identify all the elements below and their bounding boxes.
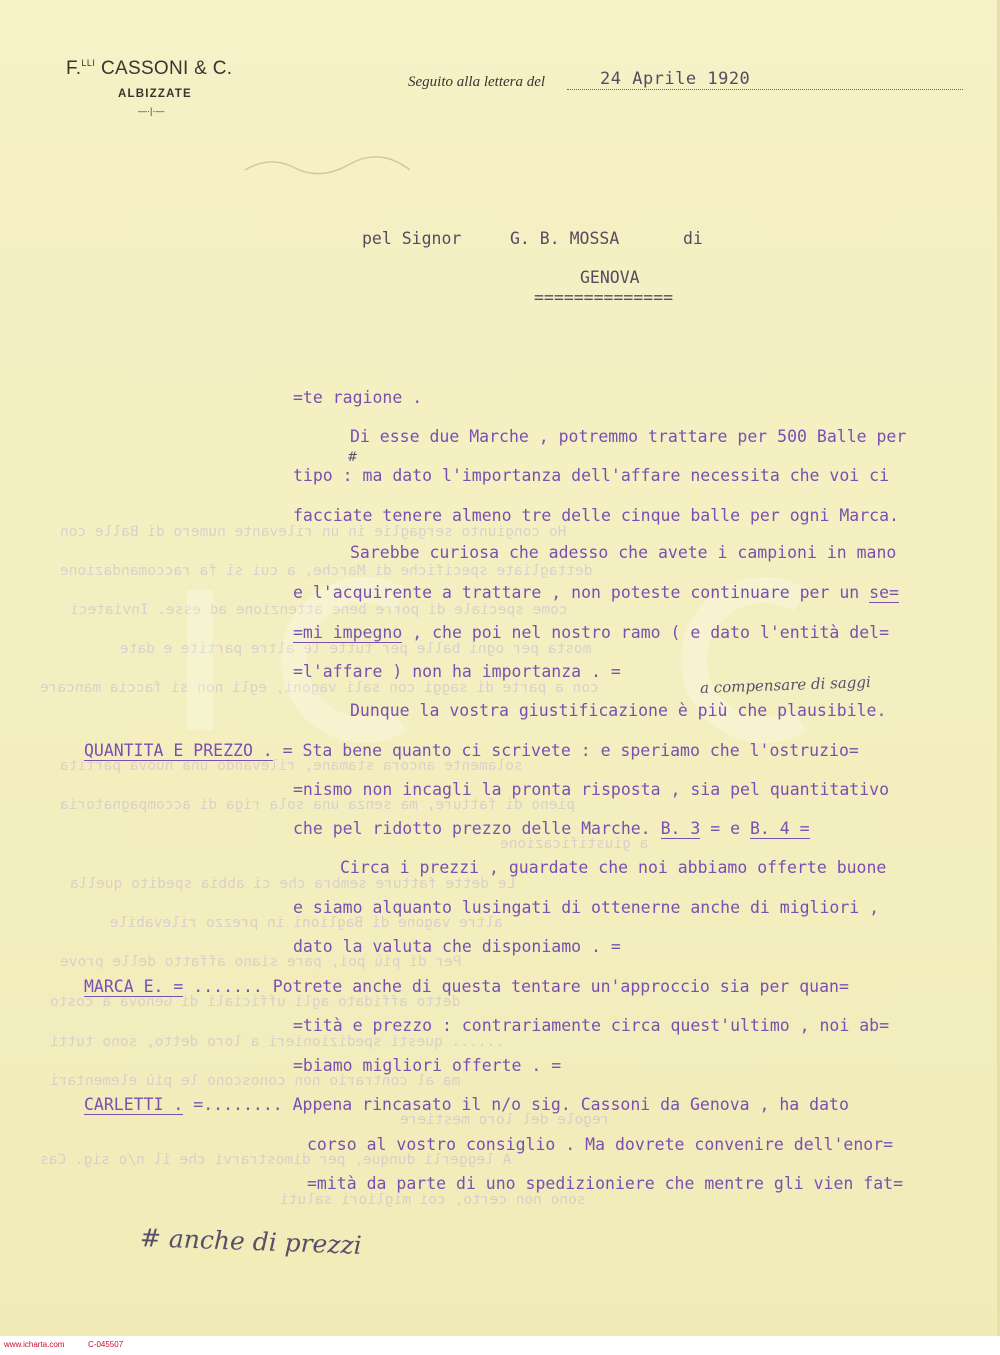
bleed-line: pieno di fatture, ma senza una sola riga di accompagnatoria: [60, 797, 576, 813]
body-line: =biamo migliori offerte . =: [293, 1056, 562, 1075]
bleed-line: con a parte di saggi con sali vagoni, egli non si faccia mancare: [40, 680, 599, 696]
letter-date: 24 Aprile 1920: [600, 69, 751, 89]
section-carletti: CARLETTI . =........ Appena rincasato il n/o sig. Cassoni da Genova , ha dato: [84, 1095, 849, 1114]
section-marca-e: MARCA E. = ....... Potrete anche di questa tentare un'approccio sia per quan=: [84, 977, 849, 996]
pencil-scribble: [240, 150, 430, 180]
body-line: dato la valuta che disponiamo . =: [293, 937, 621, 956]
section-heading: QUANTITA E PREZZO .: [84, 741, 273, 760]
body-line: =mità da parte di uno spedizioniere che mentre gli vien fat=: [307, 1174, 904, 1193]
letterhead-ornament: —·|·—: [138, 106, 165, 116]
addressee-prefix: pel Signor: [362, 229, 462, 248]
body-line: Di esse due Marche , potremmo trattare per 500 Balle per: [350, 427, 907, 446]
archive-code-label: C-045507: [88, 1340, 124, 1349]
section-heading: MARCA E. =: [84, 977, 184, 996]
body-line: corso al vostro consiglio . Ma dovrete convenire dell'enor=: [307, 1135, 894, 1154]
section-heading: CARLETTI .: [84, 1095, 184, 1114]
addressee-name: G. B. MOSSA: [510, 229, 620, 248]
bleed-line: regole del loro mestiere: [400, 1112, 610, 1128]
archive-site-label: www.icharta.com: [4, 1340, 65, 1349]
bleed-line: altre vagone di Baglioni in prezzo rilevabile: [110, 915, 503, 931]
handwritten-footnote: # anche di prezzi: [139, 1223, 363, 1260]
bleed-line: Le dette fatture sembra che ci abbia spedito quella: [70, 876, 516, 892]
body-line: Dunque la vostra giustificazione è più che plausibile.: [350, 701, 887, 720]
bleed-line: detto affidato agli ufficiali di Genova a costo: [50, 994, 461, 1010]
bleed-line: mosta per ogni balle per tutte le altre partite e date: [120, 641, 592, 657]
followup-label: Seguito alla lettera del: [408, 74, 546, 90]
body-line: facciate tenere almeno tre delle cinque balle per ogni Marca.: [293, 506, 899, 525]
body-line: =nismo non incagli la pronta risposta , sia pel quantitativo: [293, 780, 890, 799]
body-line: =te ragione .: [293, 388, 423, 407]
addressee-separator: ==============: [534, 288, 674, 307]
body-line: =l'affare ) non ha importanza . =: [293, 662, 621, 681]
body-line: che pel ridotto prezzo delle Marche. B. 3 = e B. 4 =: [293, 819, 810, 838]
company-city: ALBIZZATE: [118, 88, 192, 100]
handwritten-mark: #: [347, 450, 358, 465]
body-line: e siamo alquanto lusingati di ottenerne anche di migliori ,: [293, 898, 880, 917]
bleed-line: ...... questi spedizionieri a loro detto, sono tutti: [50, 1034, 504, 1050]
bleed-line: solamente ancora stamane, rilevando una nuova partita: [60, 758, 523, 774]
bleed-line: Ho congiunto sergaglie in un rilevante numero di Balle con: [60, 524, 567, 540]
body-line: Circa i prezzi , guardate che noi abbiamo offerte buone: [340, 858, 887, 877]
bleed-line: Per di più poi, pare siano affatto delle prove: [60, 954, 462, 970]
bleed-line: A leggerli dunque, per dimostrarvi che il n/o sig. Cas: [40, 1152, 512, 1168]
body-line: =mi impegno , che poi nel nostro ramo ( e dato l'entità del=: [293, 623, 890, 642]
scan-margin: [0, 1336, 1000, 1355]
body-line: =tità e prezzo : contrariamente circa quest'ultimo , noi ab=: [293, 1016, 890, 1035]
addressee-connector: di: [683, 229, 703, 248]
handwritten-insert: a compensare di saggi: [699, 673, 872, 697]
body-line: tipo : ma dato l'importanza dell'affare necessita che voi ci: [293, 466, 890, 485]
addressee-city: GENOVA: [580, 268, 640, 287]
date-dotted-line: [567, 89, 963, 90]
bleed-line: sono non certo, coi migliori saluti: [280, 1192, 586, 1208]
bleed-line: come speciale di porre bene attenzione ad esse. Inviateci: [70, 602, 568, 618]
bleed-line: ma al contrario non conoscono le più elementari: [50, 1073, 461, 1089]
section-quantita-prezzo: QUANTITA E PREZZO . = Sta bene quanto ci scrivete : e speriamo che l'ostruzio=: [84, 741, 859, 760]
body-line: e l'acquirente a trattare , non poteste continuare per un se=: [293, 583, 899, 602]
bleed-line: dettagliate specifiche di Marche, a cui si fa raccomandazione: [60, 563, 593, 579]
body-line: Sarebbe curiosa che adesso che avete i campioni in mano: [350, 543, 897, 562]
bleed-line: a giustificazione: [500, 836, 649, 852]
company-name: F.$^{LLI}$ CASSONI & C.: [66, 58, 233, 79]
